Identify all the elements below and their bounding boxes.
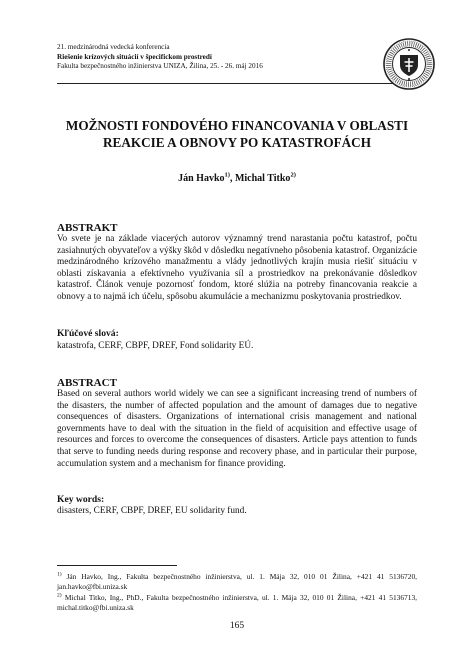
author-1-footnote-mark: 1) — [224, 171, 230, 179]
key-words-heading: Key words: — [57, 494, 105, 505]
footnote-2-mark: 2) — [57, 592, 62, 599]
title-line-2: REAKCIE A OBNOVY PO KATASTROFÁCH — [103, 135, 371, 150]
paper-title — [57, 117, 417, 151]
abstrakt-heading: ABSTRAKT — [57, 222, 118, 234]
title-line-1: MOŽNOSTI FONDOVÉHO FINANCOVANIA V OBLASTI — [65, 118, 409, 133]
klucove-slova-heading: Kľúčové slová: — [57, 328, 119, 339]
footnote-1-text: Ján Havko, Ing., Fakulta bezpečnostného inžinierstva, ul. 1. Mája 32, 010 01 Žilina, +421 41 5136720, jan.havko@fbi.uniza.sk — [57, 572, 417, 591]
author-separator: , — [229, 173, 235, 184]
header-line-1: 21. medzinárodná vedecká konferencia — [57, 43, 170, 51]
author-line — [57, 172, 417, 185]
header-line-3: Fakulta bezpečnostného inžinierstva UNIZA, Žilina, 25. - 26. máj 2016 — [57, 62, 263, 71]
header-divider — [57, 83, 417, 84]
conference-header — [57, 43, 387, 72]
footnote-divider — [57, 565, 177, 566]
author-2-footnote-mark: 2) — [290, 171, 296, 179]
footnote-2-text: Michal Titko, Ing., PhD., Fakulta bezpečnostného inžinierstva, ul. 1. Mája 32, 010 01 Žilina, +421 41 5136713, michal.titko@fbi.uniza.sk — [57, 593, 417, 612]
abstrakt-text: Vo svete je na základe viacerých autorov významný trend narastania počtu katastrof, počtu zasiahnutých obyvateľov a výšky škôd v dôsledku negatívneho pôsobenia katastrof. Organizácie medzinárodného krízového manažmentu a vlády jednotlivých krajín musia riešiť situáciu v oblasti získavania a efektívneho využívania síl a prostriedkov na prekonávanie dôsledkov katastrof. Článok venuje pozornosť fondom, ktoré slúžia na potreby financovania reakcie a obnovy a to najmä ich účelu, spôsobu akumulácie a mechanizmu poskytovania prostriedkov. — [57, 234, 417, 302]
abstract-text: Based on several authors world widely we can see a significant increasing trend of numbers of the disasters, the number of affected population and the amount of damages due to negative consequences of disasters. Organizations of international crisis management and national governments have to deal with the situation in the field of acquisition and effective usage of resources and forces to overcome the consequences of disasters. Article pays attention to funds that serve to funding needs during response and recovery phase, and in particular their purpose, accumulation system and a mechanism for finance providing. — [57, 389, 417, 469]
key-words-text: disasters, CERF, CBPF, DREF, EU solidarity fund. — [57, 506, 247, 516]
header-line-2: Riešenie krízových situácií v špecifickom prostredí — [57, 52, 212, 61]
klucove-slova-text: katastrofa, CERF, CBPF, DREF, Fond solidarity EÚ. — [57, 341, 254, 351]
author-2-name: Michal Titko — [234, 173, 291, 184]
university-seal-icon — [383, 38, 435, 90]
page-number: 165 — [229, 621, 245, 631]
footnote-1-mark: 1) — [57, 571, 62, 578]
abstract-heading: ABSTRACT — [57, 377, 117, 389]
author-1-name: Ján Havko — [178, 173, 225, 184]
footnote-2 — [57, 593, 417, 613]
footnote-1 — [57, 572, 417, 592]
